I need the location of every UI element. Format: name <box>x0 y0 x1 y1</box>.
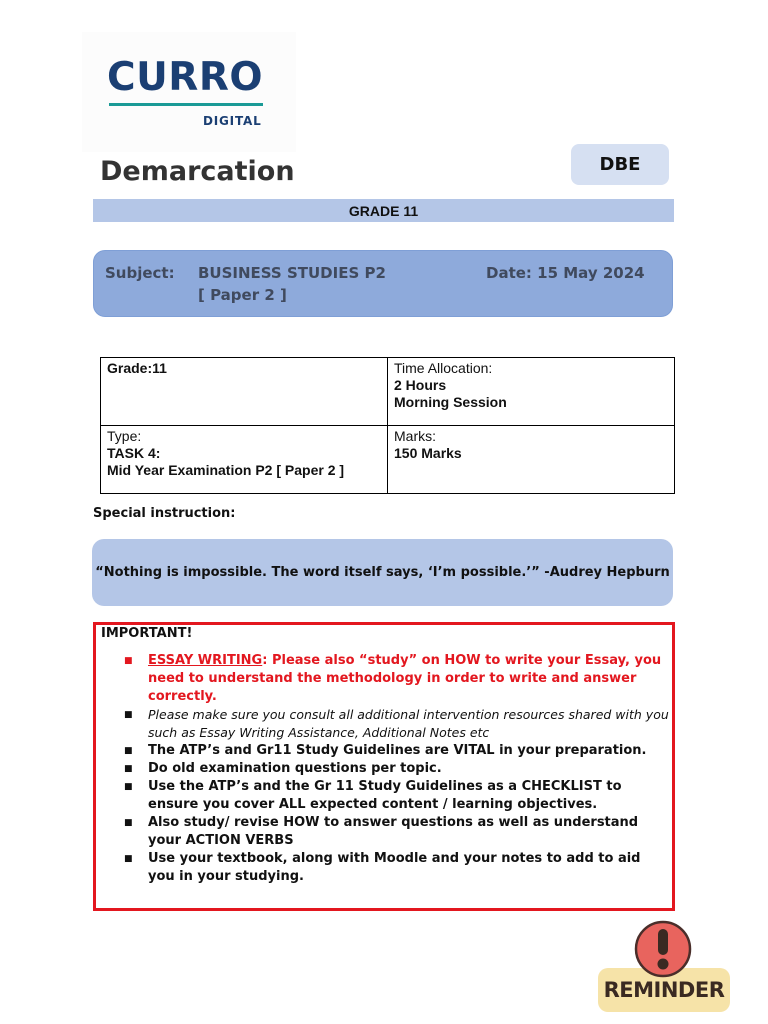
essay-writing-text: : Please also “study” on HOW to write your Essay, you need to understand the methodology in order to write and answer correctly. <box>148 653 662 704</box>
list-item <box>100 814 670 850</box>
square-bullet-icon: ■ <box>124 854 133 864</box>
time-cell <box>388 358 675 426</box>
grade-bar: GRADE 11 <box>93 199 674 222</box>
list-item-text: Do old examination questions per topic. <box>148 761 442 776</box>
exclamation-icon <box>632 920 694 978</box>
list-item-text: The ATP’s and Gr11 Study Guidelines are VITAL in your preparation. <box>148 743 647 758</box>
logo-divider <box>109 103 263 106</box>
info-table <box>100 357 675 494</box>
square-bullet-icon: ■ <box>124 746 133 756</box>
list-item-text: Also study/ revise HOW to answer questions as well as understand your ACTION VERBS <box>148 815 639 848</box>
list-item <box>100 706 670 742</box>
list-item <box>100 778 670 814</box>
marks-value: 150 Marks <box>394 445 462 461</box>
type-label: Type: <box>107 428 142 444</box>
square-bullet-icon: ■ <box>124 818 133 828</box>
list-item <box>100 760 670 778</box>
grade-value: Grade:11 <box>107 360 167 376</box>
marks-label: Marks: <box>394 428 436 444</box>
list-item <box>100 652 670 706</box>
marks-cell <box>388 426 675 494</box>
subject-value: BUSINESS STUDIES P2 <box>198 264 386 282</box>
time-value: 2 Hours <box>394 377 447 393</box>
subject-paper: [ Paper 2 ] <box>198 286 287 304</box>
time-label: Time Allocation: <box>394 360 493 376</box>
type-task: TASK 4: <box>107 445 161 461</box>
important-list <box>100 652 670 886</box>
session-value: Morning Session <box>394 394 507 410</box>
list-item-text: Please make sure you consult all additional intervention resources shared with you such as Essay Writing Assistance, Additional Notes etc <box>148 707 669 740</box>
reminder-label: REMINDER <box>603 978 725 1002</box>
list-item <box>100 850 670 886</box>
square-bullet-icon: ■ <box>124 656 133 666</box>
square-bullet-icon: ■ <box>124 782 133 792</box>
essay-writing-label: ESSAY WRITING <box>148 653 263 668</box>
quote-box <box>92 539 673 606</box>
important-title: IMPORTANT! <box>101 626 193 641</box>
list-item-text: Use the ATP’s and the Gr 11 Study Guidelines as a CHECKLIST to ensure you cover ALL expected content / learning objectives. <box>148 779 622 812</box>
square-bullet-icon: ■ <box>124 710 133 720</box>
dbe-badge: DBE <box>571 144 669 185</box>
list-item <box>100 742 670 760</box>
table-row <box>101 358 675 426</box>
quote-text: “Nothing is impossible. The word itself says, ‘I’m possible.’” -Audrey Hepburn <box>95 565 670 580</box>
special-instruction-label: Special instruction: <box>93 506 236 521</box>
list-item-text: Use your textbook, along with Moodle and your notes to add to aid you in your studying. <box>148 851 641 884</box>
logo-wordmark: CURRO <box>107 55 264 100</box>
exam-date: Date: 15 May 2024 <box>486 264 645 282</box>
square-bullet-icon: ■ <box>124 764 133 774</box>
subject-label: Subject: <box>105 264 175 282</box>
type-exam: Mid Year Examination P2 [ Paper 2 ] <box>107 462 345 478</box>
page-title: Demarcation <box>100 156 295 187</box>
grade-cell <box>101 358 388 426</box>
table-row <box>101 426 675 494</box>
type-cell <box>101 426 388 494</box>
logo-subtitle: DIGITAL <box>203 114 262 128</box>
subject-box <box>93 250 673 317</box>
